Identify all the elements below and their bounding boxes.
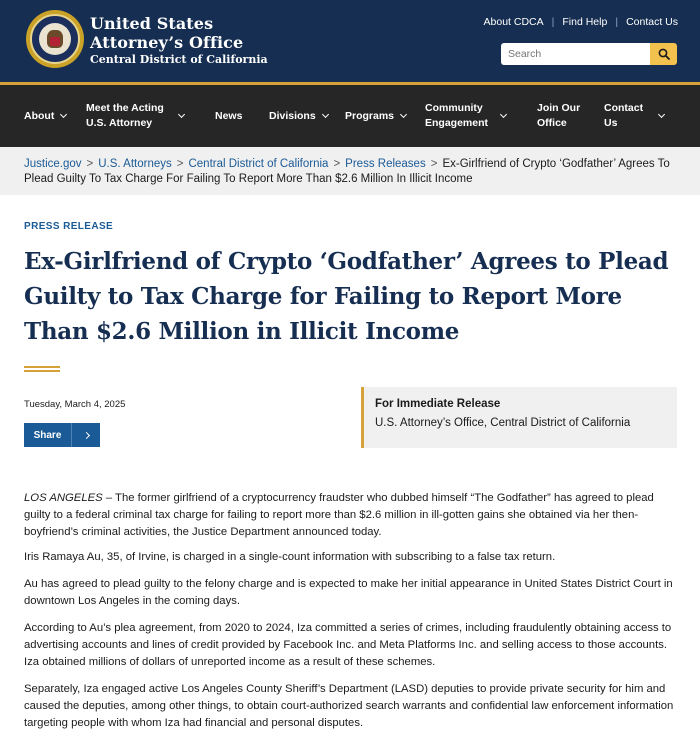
chevron-down-icon xyxy=(322,111,329,118)
breadcrumb-press-releases[interactable]: Press Releases xyxy=(345,158,426,170)
search-form xyxy=(501,43,677,65)
contact-us-link[interactable]: Contact Us xyxy=(626,16,678,28)
nav-meet-attorney-label xyxy=(86,101,164,131)
nav-join-office-label xyxy=(537,101,580,131)
main-nav xyxy=(0,85,700,147)
breadcrumb-separator: > xyxy=(430,158,438,170)
chevron-down-icon xyxy=(60,111,67,118)
article-paragraph: Separately, Iza engaged active Los Angeles County Sheriff’s Department (LASD) deputies to provide private security for him and caused the deputies, among other things, to obtain court-authorized search warrants and confidential law enforcement information targeting people with whom Iza had financial and personal disputes. xyxy=(24,683,674,729)
separator: | xyxy=(615,16,619,28)
search-icon xyxy=(658,48,670,60)
utility-links xyxy=(484,16,678,28)
nav-about-label: About xyxy=(24,109,55,122)
release-type: For Immediate Release xyxy=(375,398,501,410)
breadcrumb-us-attorneys[interactable]: U.S. Attorneys xyxy=(98,158,172,170)
nav-contact-line1: Contact xyxy=(604,102,644,114)
nav-community-line2: Engagement xyxy=(425,117,489,129)
seal-inner xyxy=(30,14,80,64)
chevron-right-icon xyxy=(72,433,100,438)
page-title: Ex-Girlfriend of Crypto ‘Godfather’ Agrees to Plead Guilty to Tax Charge for Failing to Report More Than $2.6 Million in Illicit Income xyxy=(24,248,669,345)
release-info-box xyxy=(361,387,677,448)
nav-contact-label xyxy=(604,101,643,131)
nav-join-office-line1: Join Our xyxy=(537,102,581,114)
share-label: Share xyxy=(33,429,62,441)
breadcrumb-cdca[interactable]: Central District of California xyxy=(188,158,329,170)
nav-community-line1: Community xyxy=(425,102,483,114)
site-header xyxy=(0,0,700,82)
title-divider xyxy=(24,370,60,372)
nav-meet-attorney[interactable] xyxy=(86,85,184,147)
title-divider xyxy=(24,366,60,368)
article-paragraph xyxy=(24,490,679,541)
breadcrumb xyxy=(24,157,684,187)
nav-meet-attorney-line1: Meet the Acting xyxy=(86,102,164,114)
breadcrumb-justice-gov[interactable]: Justice.gov xyxy=(24,158,82,170)
share-button[interactable] xyxy=(24,423,100,447)
article-paragraph: According to Au’s plea agreement, from 2020 to 2024, Iza committed a series of crimes, including fraudulently obtaining access to advertising accounts and lines of credit provided by Facebook Inc. and Meta Platforms Inc. and selling access to those accounts. Iza obtained millions of dollars of unreported income as a result of these schemes. xyxy=(24,622,672,668)
about-cdca-link[interactable]: About CDCA xyxy=(483,16,544,28)
press-release-label: PRESS RELEASE xyxy=(24,221,114,232)
chevron-down-icon xyxy=(658,111,665,118)
nav-programs[interactable] xyxy=(345,85,406,147)
nav-community-label xyxy=(425,101,488,131)
chevron-down-icon xyxy=(500,111,507,118)
nav-contact[interactable] xyxy=(604,85,664,147)
search-button[interactable] xyxy=(650,43,677,65)
org-district[interactable]: Central District of California xyxy=(90,53,268,66)
paragraph-text: – The former girlfriend of a cryptocurrency fraudster who dubbed himself “The Godfather” has agreed to plead guilty to a federal criminal tax charge for failing to report more than $2.6 million in ill-gotten gains she obtained via her then-boyfriend’s criminal activities, the Justice Department announced today. xyxy=(24,492,654,538)
breadcrumb-separator: > xyxy=(176,158,184,170)
org-name-line1[interactable]: United States xyxy=(90,14,214,33)
article-paragraph: Au has agreed to plead guilty to the felony charge and is expected to make her initial appearance in United States District Court in downtown Los Angeles in the coming days. xyxy=(24,578,673,607)
nav-news-label: News xyxy=(215,109,243,122)
find-help-link[interactable]: Find Help xyxy=(562,16,608,28)
release-date: Tuesday, March 4, 2025 xyxy=(24,399,126,410)
chevron-down-icon xyxy=(400,111,407,118)
nav-community[interactable] xyxy=(425,85,506,147)
nav-divisions[interactable] xyxy=(269,85,328,147)
breadcrumb-current: Ex-Girlfriend of Crypto ‘Godfather’ Agrees To Plead Guilty To Tax Charge For Failing To Report More Than $2.6 Million In Illicit Income xyxy=(24,158,670,185)
nav-join-office[interactable] xyxy=(537,85,580,147)
nav-contact-line2: Us xyxy=(604,117,618,129)
chevron-down-icon xyxy=(178,111,185,118)
nav-programs-label: Programs xyxy=(345,109,395,122)
nav-news[interactable] xyxy=(215,85,242,147)
article-paragraph: Iris Ramaya Au, 35, of Irvine, is charged in a single-count information with subscribing to a false tax return. xyxy=(24,551,556,563)
nav-about[interactable] xyxy=(24,85,66,147)
nav-join-office-line2: Office xyxy=(537,117,567,129)
release-office: U.S. Attorney’s Office, Central District of California xyxy=(375,417,631,429)
breadcrumb-separator: > xyxy=(333,158,341,170)
nav-meet-attorney-line2: U.S. Attorney xyxy=(86,117,153,129)
eagle-icon xyxy=(39,23,71,55)
org-name-line2[interactable]: Attorney’s Office xyxy=(90,33,244,52)
dateline: LOS ANGELES xyxy=(24,492,103,504)
doj-seal-logo[interactable] xyxy=(26,10,84,68)
search-input[interactable] xyxy=(501,43,650,65)
separator: | xyxy=(551,16,555,28)
breadcrumb-separator: > xyxy=(86,158,94,170)
nav-divisions-label: Divisions xyxy=(269,109,316,122)
